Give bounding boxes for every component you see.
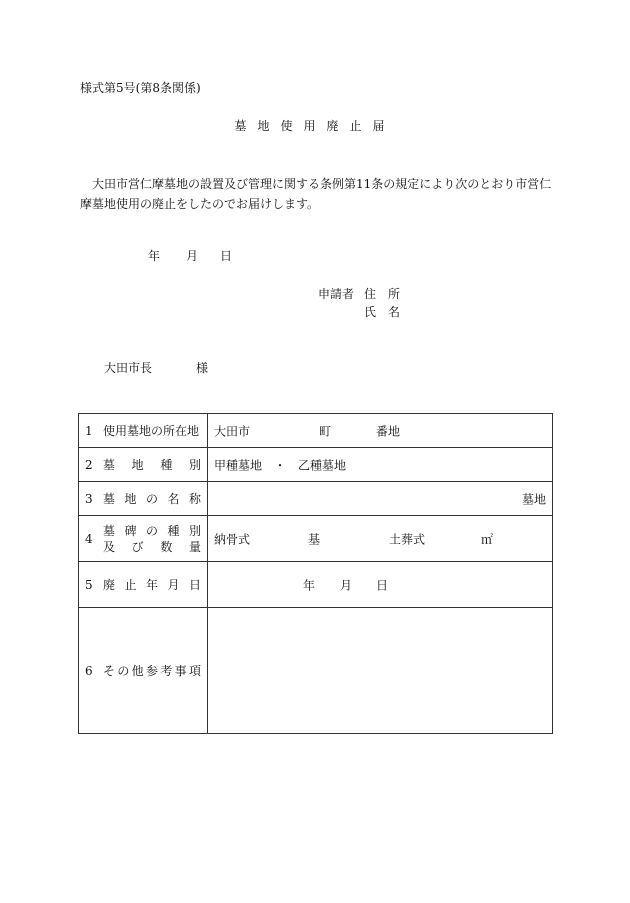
cemetery-name-field[interactable] [208, 482, 553, 516]
row-number: 4 [85, 531, 93, 546]
cemetery-type-field[interactable] [208, 448, 553, 482]
cemetery-name-label: 墓 地 の 名 称 [103, 492, 201, 506]
location-town-label: 町 [319, 424, 332, 438]
row-label [79, 562, 208, 608]
location-label: 使用墓地の所在地 [103, 424, 200, 438]
form-number: 様式第5号(第8条関係) [80, 81, 201, 95]
cemetery-type-options: 甲種墓地 ・ 乙種墓地 [214, 458, 347, 472]
row-label [79, 414, 208, 448]
table-row [79, 414, 553, 448]
table-row [79, 608, 553, 734]
row-label [79, 608, 208, 734]
abolition-date-label: 廃 止 年 月 日 [103, 578, 201, 592]
table-row [79, 482, 553, 516]
row-label [79, 516, 208, 562]
row-number: 6 [85, 663, 93, 678]
location-field[interactable] [208, 414, 553, 448]
applicant-label: 申請者 [318, 287, 355, 301]
cemetery-type-label: 墓 地 種 別 [103, 458, 201, 472]
tombstone-type-ossuary: 納骨式 [214, 532, 251, 546]
form-title: 墓地使用廃止届 [234, 119, 396, 133]
abolition-year-label: 年 [303, 578, 316, 592]
location-lot-label: 番地 [376, 424, 401, 438]
row-number: 2 [85, 457, 93, 472]
row-number: 1 [85, 423, 93, 438]
table-row [79, 448, 553, 482]
date-day-label: 日 [220, 249, 233, 263]
remarks-field[interactable] [208, 608, 553, 734]
body-text: 大田市営仁摩墓地の設置及び管理に関する条例第11条の規定により次のとおり市営仁摩墓地使用の廃止をしたのでお届けします。 [80, 177, 552, 211]
applicant-address-label: 住 所 [364, 287, 401, 301]
tombstone-field[interactable] [208, 516, 553, 562]
cemetery-name-suffix: 墓地 [521, 492, 546, 506]
row-label [79, 448, 208, 482]
abolition-date-field[interactable] [208, 562, 553, 608]
tombstone-unit-area: ㎡ [481, 532, 494, 546]
recipient [104, 360, 244, 376]
date-year-label: 年 [148, 249, 161, 263]
location-city: 大田市 [214, 424, 251, 438]
form-table [78, 413, 553, 734]
recipient-honorific: 様 [196, 361, 209, 375]
tombstone-unit-count: 基 [308, 532, 321, 546]
tombstone-label: 墓 碑 の 種 別 及 び 数 量 [103, 523, 201, 554]
abolition-day-label: 日 [376, 578, 389, 592]
date-month-label: 月 [186, 249, 199, 263]
row-label [79, 482, 208, 516]
table-row [79, 562, 553, 608]
row-number: 3 [85, 491, 93, 506]
tombstone-type-burial: 土葬式 [389, 532, 426, 546]
row-number: 5 [85, 577, 93, 592]
remarks-label: そ の 他 参 考 事 項 [103, 664, 201, 678]
table-row [79, 516, 553, 562]
applicant-block [318, 286, 401, 322]
abolition-month-label: 月 [340, 578, 353, 592]
recipient-name: 大田市長 [104, 361, 153, 375]
applicant-name-label: 氏 名 [364, 305, 401, 319]
